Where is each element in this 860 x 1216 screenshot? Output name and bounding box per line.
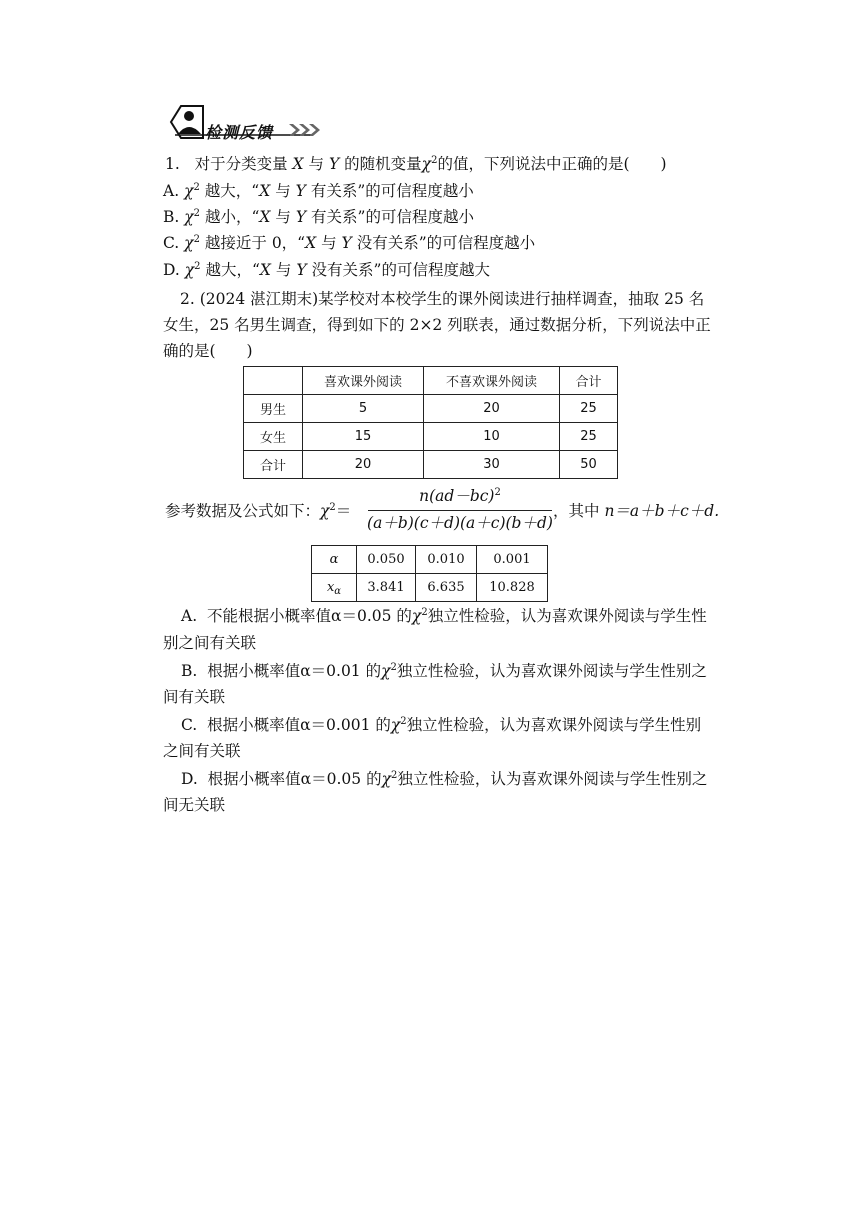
table-cell: 10 bbox=[424, 423, 560, 451]
section-title: 检测反馈 bbox=[205, 123, 274, 142]
table-cell: 0.010 bbox=[416, 546, 477, 574]
q2-option-a-line1: A. 不能根据小概率值α＝0.05 的$\chi^2$独立性检验，认为喜欢课外阅读与学生性 bbox=[181, 607, 707, 625]
table-row bbox=[244, 395, 618, 423]
table-cell: 合计 bbox=[244, 451, 303, 479]
table-cell: 3.841 bbox=[357, 574, 416, 602]
table-cell: 10.828 bbox=[477, 574, 548, 602]
q1-option-d: D. $\chi^2$ 越大，“X 与 Y 没有关系”的可信程度越大 bbox=[163, 261, 490, 279]
table-cell: 20 bbox=[424, 395, 560, 423]
alpha-label-cell: α bbox=[312, 546, 357, 574]
table-cell: 20 bbox=[303, 451, 424, 479]
q1-option-a: A. $\chi^2$ 越大，“X 与 Y 有关系”的可信程度越小 bbox=[163, 182, 474, 200]
table-cell: 0.050 bbox=[357, 546, 416, 574]
q2-option-a-line2: 别之间有关联 bbox=[163, 634, 257, 652]
q1-option-b: B. $\chi^2$ 越小，“X 与 Y 有关系”的可信程度越小 bbox=[163, 208, 474, 226]
q2-option-c-line1: C. 根据小概率值α＝0.001 的$\chi^2$独立性检验，认为喜欢课外阅读与学生性别 bbox=[181, 716, 702, 734]
q1-stem: 1. 对于分类变量 X 与 Y 的随机变量$\chi^2$的值，下列说法中正确的是( ) bbox=[165, 155, 667, 173]
fraction-bar bbox=[368, 510, 552, 511]
formula-intro: 参考数据及公式如下：$\chi^2=$ bbox=[165, 502, 352, 520]
table-header-cell: 不喜欢课外阅读 bbox=[424, 367, 560, 395]
q2-stem-line1: 2. (2024 湛江期末)某学校对本校学生的课外阅读进行抽样调查，抽取 25 名 bbox=[180, 290, 705, 308]
table-row bbox=[312, 546, 548, 574]
q2-option-b-line1: B. 根据小概率值α＝0.01 的$\chi^2$独立性检验，认为喜欢课外阅读与学生性别之 bbox=[181, 662, 707, 680]
formula-tail: ，其中 n＝a＋b＋c＋d. bbox=[553, 502, 720, 520]
table-cell: 5 bbox=[303, 395, 424, 423]
table-header-cell: 喜欢课外阅读 bbox=[303, 367, 424, 395]
table-cell: 25 bbox=[560, 423, 618, 451]
table-header-cell: 合计 bbox=[560, 367, 618, 395]
q2-stem-line3: 确的是( ) bbox=[163, 342, 253, 360]
critical-value-table bbox=[311, 545, 548, 602]
contingency-table bbox=[243, 366, 618, 479]
formula-numerator: $n(ad-bc)^2$ bbox=[419, 487, 501, 505]
q2-option-d-line1: D. 根据小概率值α＝0.05 的$\chi^2$独立性检验，认为喜欢课外阅读与学生性别之 bbox=[181, 770, 708, 788]
table-cell: 30 bbox=[424, 451, 560, 479]
q1-option-c: C. $\chi^2$ 越接近于 0，“X 与 Y 没有关系”的可信程度越小 bbox=[163, 234, 536, 252]
q2-stem-line2: 女生，25 名男生调查，得到如下的 2×2 列联表，通过数据分析，下列说法中正 bbox=[163, 316, 711, 334]
table-row bbox=[312, 574, 548, 602]
table-header-row bbox=[244, 367, 618, 395]
table-cell: 25 bbox=[560, 395, 618, 423]
table-cell: 男生 bbox=[244, 395, 303, 423]
table-cell: 0.001 bbox=[477, 546, 548, 574]
q2-option-b-line2: 间有关联 bbox=[163, 688, 226, 706]
table-header-cell bbox=[244, 367, 303, 395]
table-row bbox=[244, 451, 618, 479]
formula-denominator: (a＋b)(c＋d)(a＋c)(b＋d) bbox=[367, 514, 553, 532]
q2-option-d-line2: 间无关联 bbox=[163, 796, 226, 814]
table-row bbox=[244, 423, 618, 451]
table-cell: 15 bbox=[303, 423, 424, 451]
table-cell: 6.635 bbox=[416, 574, 477, 602]
table-cell: 50 bbox=[560, 451, 618, 479]
x-label-cell: $x_\alpha$ bbox=[312, 574, 357, 602]
q2-option-c-line2: 之间有关联 bbox=[163, 742, 241, 760]
table-cell: 女生 bbox=[244, 423, 303, 451]
